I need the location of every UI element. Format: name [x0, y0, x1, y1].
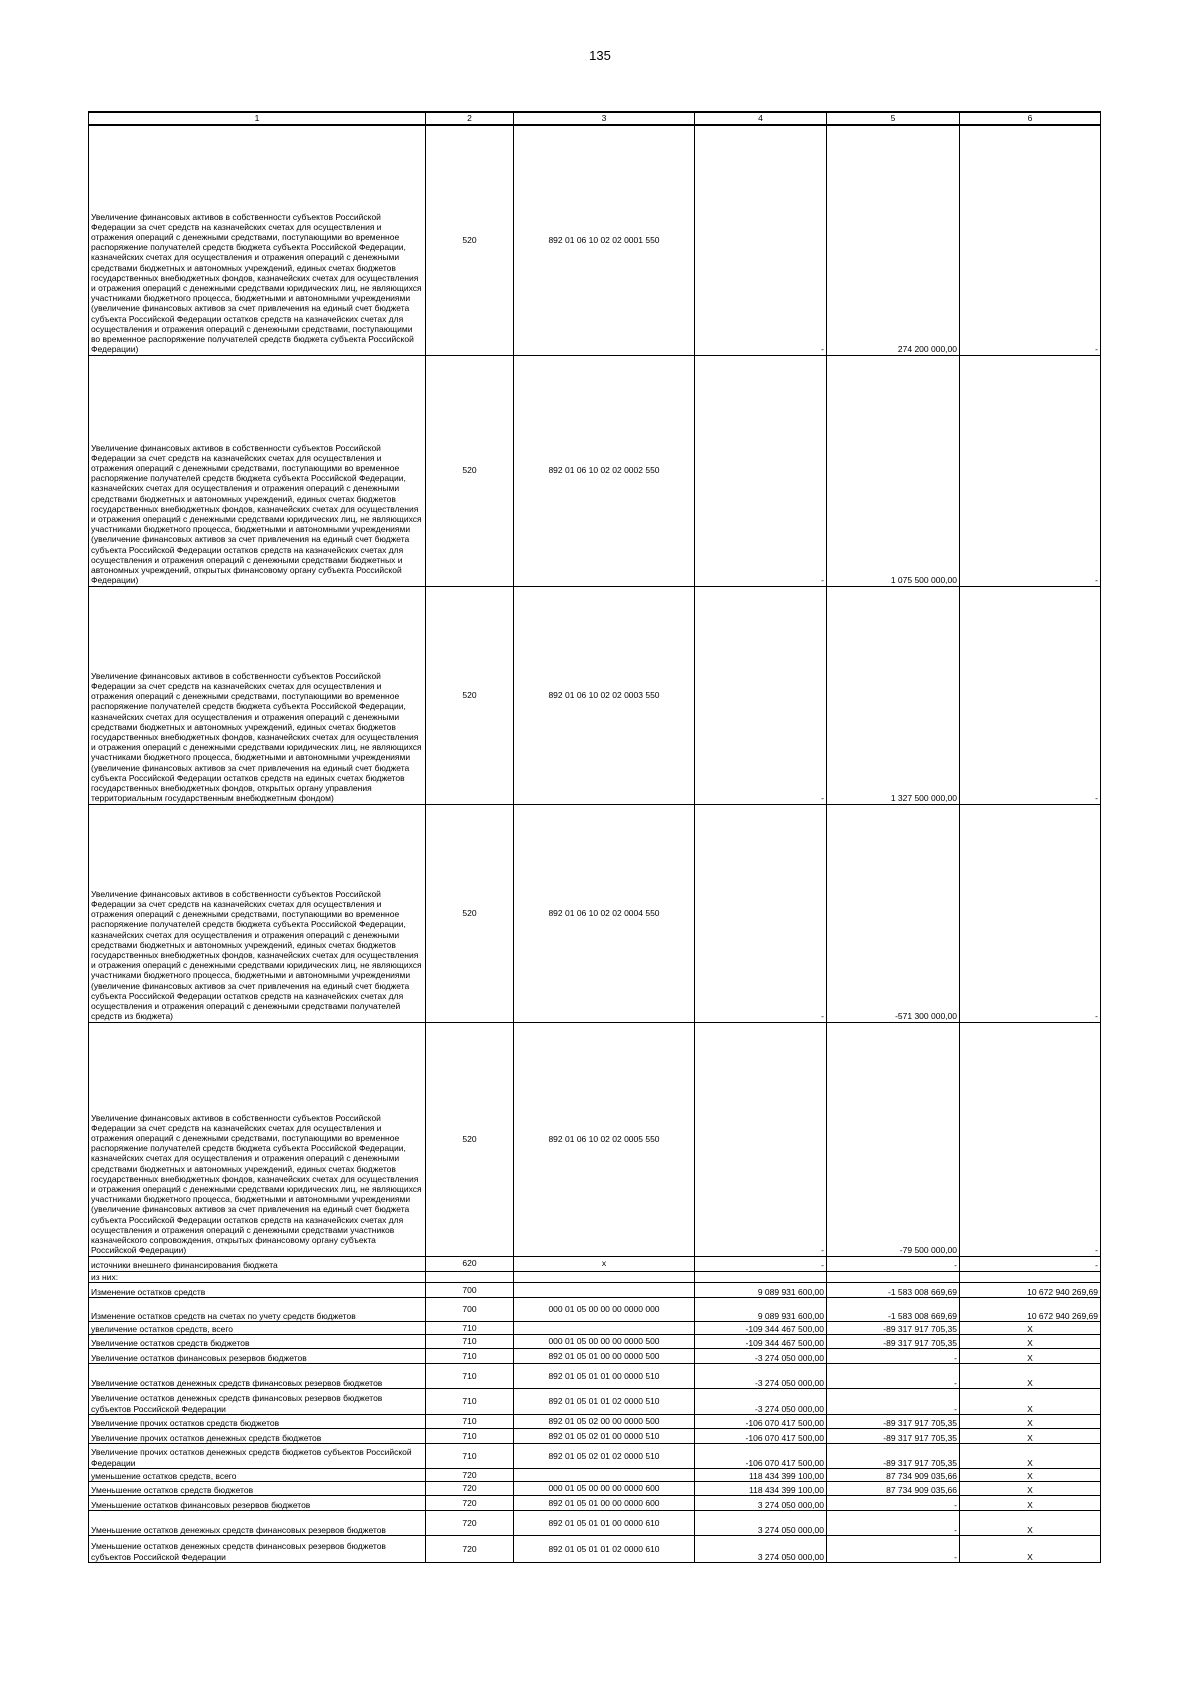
row-value-unexecuted: X — [960, 1510, 1101, 1535]
row-name: Уменьшение остатков денежных средств финансовых резервов бюджетов субъектов Российской Федерации — [89, 1535, 426, 1562]
table-row — [89, 1481, 1101, 1495]
row-name: уменьшение остатков средств, всего — [89, 1468, 426, 1481]
row-line-code: 720 — [426, 1468, 514, 1481]
row-value-approved: - — [695, 125, 827, 355]
row-value-unexecuted: X — [960, 1414, 1101, 1428]
budget-table — [88, 111, 1101, 1563]
row-value-unexecuted: X — [960, 1334, 1101, 1348]
row-value-executed: - — [827, 1363, 960, 1388]
row-value-executed: 274 200 000,00 — [827, 125, 960, 355]
row-budget-code: 892 01 06 10 02 02 0004 550 — [514, 804, 695, 1022]
row-value-approved: - — [695, 586, 827, 804]
row-value-executed: 87 734 909 035,66 — [827, 1468, 960, 1481]
page-number: 135 — [589, 48, 611, 63]
row-budget-code: 892 01 05 01 01 00 0000 610 — [514, 1510, 695, 1535]
row-value-executed: 1 075 500 000,00 — [827, 355, 960, 586]
row-value-unexecuted: - — [960, 355, 1101, 586]
row-line-code: 710 — [426, 1428, 514, 1443]
row-budget-code — [514, 1321, 695, 1334]
row-name: Изменение остатков средств — [89, 1282, 426, 1297]
row-line-code: 620 — [426, 1256, 514, 1271]
row-budget-code: 892 01 05 01 00 00 0000 500 — [514, 1348, 695, 1363]
row-budget-code: 892 01 05 01 01 02 0000 610 — [514, 1535, 695, 1562]
row-value-approved: - — [695, 1256, 827, 1271]
row-line-code: 710 — [426, 1414, 514, 1428]
row-value-executed: -1 583 008 669,69 — [827, 1282, 960, 1297]
row-value-executed: 1 327 500 000,00 — [827, 586, 960, 804]
row-name: Увеличение финансовых активов в собственности субъектов Российской Федерации за счет средств на казначейских счетах для осуществления и отражения операций с денежными средствами, поступающими во временное распоряжение получателей средств бюджета субъекта Российской Федерации, казначейских счетах для осуществления и отражения операций с денежными средствами бюджетных и автономных учреждений, единых счетах бюджетов государственных внебюджетных фондов, казначейских счетах для осуществления и отражения операций с денежными средствами юридических лиц, не являющихся участниками бюджетного процесса, бюджетными и автономными учреждениями (увеличение финансовых активов за счет привлечения на единый счет бюджета субъекта Российской Федерации остатков средств на единых счетах бюджетов государственных внебюджетных фондов, открытых органу управления территориальным государственным внебюджетным фондом) — [89, 586, 426, 804]
row-value-unexecuted: X — [960, 1481, 1101, 1495]
row-value-executed: 87 734 909 035,66 — [827, 1481, 960, 1495]
table-row — [89, 1256, 1101, 1271]
table-row — [89, 1414, 1101, 1428]
row-line-code: 710 — [426, 1348, 514, 1363]
row-name: Увеличение остатков средств бюджетов — [89, 1334, 426, 1348]
column-header: 5 — [827, 112, 960, 125]
row-value-executed: -89 317 917 705,35 — [827, 1321, 960, 1334]
row-value-approved: -106 070 417 500,00 — [695, 1428, 827, 1443]
row-budget-code — [514, 1468, 695, 1481]
row-name: источники внешнего финансирования бюджета — [89, 1256, 426, 1271]
table-row — [89, 1022, 1101, 1256]
table-row — [89, 1334, 1101, 1348]
row-budget-code: 892 01 06 10 02 02 0001 550 — [514, 125, 695, 355]
table-row — [89, 1282, 1101, 1297]
row-budget-code: 892 01 06 10 02 02 0002 550 — [514, 355, 695, 586]
table-row — [89, 1348, 1101, 1363]
row-line-code: 720 — [426, 1495, 514, 1510]
row-budget-code: 892 01 05 01 01 02 0000 510 — [514, 1388, 695, 1414]
row-budget-code: 892 01 05 01 01 00 0000 510 — [514, 1363, 695, 1388]
row-value-executed: - — [827, 1348, 960, 1363]
table-row — [89, 1363, 1101, 1388]
row-line-code: 710 — [426, 1443, 514, 1468]
table-row — [89, 804, 1101, 1022]
column-header: 3 — [514, 112, 695, 125]
row-value-approved: -3 274 050 000,00 — [695, 1388, 827, 1414]
row-value-unexecuted: 10 672 940 269,69 — [960, 1282, 1101, 1297]
column-header: 6 — [960, 112, 1101, 125]
table-row — [89, 1510, 1101, 1535]
row-name: Уменьшение остатков финансовых резервов бюджетов — [89, 1495, 426, 1510]
row-value-approved — [695, 1271, 827, 1282]
row-name: увеличение остатков средств, всего — [89, 1321, 426, 1334]
row-line-code: 520 — [426, 355, 514, 586]
row-name: Увеличение прочих остатков средств бюджетов — [89, 1414, 426, 1428]
column-header: 1 — [89, 112, 426, 125]
row-name: Увеличение прочих остатков денежных средств бюджетов — [89, 1428, 426, 1443]
row-value-unexecuted: 10 672 940 269,69 — [960, 1297, 1101, 1321]
table-row — [89, 1428, 1101, 1443]
table-row — [89, 1443, 1101, 1468]
row-name: Уменьшение остатков средств бюджетов — [89, 1481, 426, 1495]
row-name: Изменение остатков средств на счетах по учету средств бюджетов — [89, 1297, 426, 1321]
row-value-executed: -1 583 008 669,69 — [827, 1297, 960, 1321]
row-line-code: 520 — [426, 125, 514, 355]
row-value-approved: 3 274 050 000,00 — [695, 1495, 827, 1510]
row-value-executed: -571 300 000,00 — [827, 804, 960, 1022]
row-line-code: 520 — [426, 1022, 514, 1256]
row-line-code: 710 — [426, 1321, 514, 1334]
table-row — [89, 1468, 1101, 1481]
row-value-unexecuted: X — [960, 1535, 1101, 1562]
row-budget-code: 892 01 05 02 00 00 0000 500 — [514, 1414, 695, 1428]
row-line-code: 720 — [426, 1535, 514, 1562]
row-line-code: 710 — [426, 1363, 514, 1388]
row-value-unexecuted: - — [960, 1022, 1101, 1256]
row-value-unexecuted: X — [960, 1495, 1101, 1510]
row-value-approved: 118 434 399 100,00 — [695, 1481, 827, 1495]
row-line-code: 710 — [426, 1334, 514, 1348]
row-budget-code: x — [514, 1256, 695, 1271]
row-value-executed: -89 317 917 705,35 — [827, 1414, 960, 1428]
row-name: Увеличение прочих остатков денежных средств бюджетов субъектов Российской Федерации — [89, 1443, 426, 1468]
row-value-approved: - — [695, 355, 827, 586]
table-row — [89, 1495, 1101, 1510]
row-value-executed — [827, 1271, 960, 1282]
row-budget-code — [514, 1282, 695, 1297]
row-value-unexecuted: X — [960, 1363, 1101, 1388]
row-value-approved: -109 344 467 500,00 — [695, 1321, 827, 1334]
row-name: из них: — [89, 1271, 426, 1282]
row-value-approved: 118 434 399 100,00 — [695, 1468, 827, 1481]
row-name: Увеличение финансовых активов в собственности субъектов Российской Федерации за счет средств на казначейских счетах для осуществления и отражения операций с денежными средствами, поступающими во временное распоряжение получателей средств бюджета субъекта Российской Федерации, казначейских счетах для осуществления и отражения операций с денежными средствами бюджетных и автономных учреждений, единых счетах бюджетов государственных внебюджетных фондов, казначейских счетах для осуществления и отражения операций с денежными средствами юридических лиц, не являющихся участниками бюджетного процесса, бюджетными и автономными учреждениями (увеличение финансовых активов за счет привлечения на единый счет бюджета субъекта Российской Федерации остатков средств на казначейских счетах для осуществления и отражения операций с денежными средствами бюджетных и автономных учреждений, открытых финансовому органу субъекта Российской Федерации) — [89, 355, 426, 586]
table-row — [89, 1321, 1101, 1334]
row-value-approved: 3 274 050 000,00 — [695, 1510, 827, 1535]
row-value-unexecuted: X — [960, 1468, 1101, 1481]
row-value-unexecuted: X — [960, 1321, 1101, 1334]
table-row — [89, 586, 1101, 804]
row-value-approved: 9 089 931 600,00 — [695, 1297, 827, 1321]
row-value-unexecuted: - — [960, 1256, 1101, 1271]
row-line-code: 520 — [426, 586, 514, 804]
row-value-unexecuted — [960, 1271, 1101, 1282]
row-value-approved: - — [695, 1022, 827, 1256]
row-name: Увеличение финансовых активов в собственности субъектов Российской Федерации за счет средств на казначейских счетах для осуществления и отражения операций с денежными средствами, поступающими во временное распоряжение получателей средств бюджета субъекта Российской Федерации, казначейских счетах для осуществления и отражения операций с денежными средствами бюджетных и автономных учреждений, единых счетах бюджетов государственных внебюджетных фондов, казначейских счетах для осуществления и отражения операций с денежными средствами юридических лиц, не являющихся участниками бюджетного процесса, бюджетными и автономными учреждениями (увеличение финансовых активов за счет привлечения на единый счет бюджета субъекта Российской Федерации остатков средств на казначейских счетах для осуществления и отражения операций с денежными средствами получателей средств из бюджета) — [89, 804, 426, 1022]
row-value-approved: -3 274 050 000,00 — [695, 1363, 827, 1388]
row-value-executed: -89 317 917 705,35 — [827, 1428, 960, 1443]
table-row — [89, 1535, 1101, 1562]
row-name: Увеличение остатков денежных средств финансовых резервов бюджетов — [89, 1363, 426, 1388]
row-value-executed: -79 500 000,00 — [827, 1022, 960, 1256]
table-row — [89, 1388, 1101, 1414]
row-value-approved: -106 070 417 500,00 — [695, 1414, 827, 1428]
row-value-approved: -109 344 467 500,00 — [695, 1334, 827, 1348]
row-line-code: 700 — [426, 1297, 514, 1321]
row-value-executed: -89 317 917 705,35 — [827, 1334, 960, 1348]
row-budget-code: 892 01 06 10 02 02 0003 550 — [514, 586, 695, 804]
row-line-code: 710 — [426, 1388, 514, 1414]
row-line-code — [426, 1271, 514, 1282]
row-value-executed: - — [827, 1535, 960, 1562]
row-budget-code: 000 01 05 00 00 00 0000 000 — [514, 1297, 695, 1321]
row-name: Увеличение финансовых активов в собственности субъектов Российской Федерации за счет средств на казначейских счетах для осуществления и отражения операций с денежными средствами, поступающими во временное распоряжение получателей средств бюджета субъекта Российской Федерации, казначейских счетах для осуществления и отражения операций с денежными средствами бюджетных и автономных учреждений, единых счетах бюджетов государственных внебюджетных фондов, казначейских счетах для осуществления и отражения операций с денежными средствами юридических лиц, не являющихся участниками бюджетного процесса, бюджетными и автономными учреждениями (увеличение финансовых активов за счет привлечения на единый счет бюджета субъекта Российской Федерации остатков средств на казначейских счетах для осуществления и отражения операций с денежными средствами, поступающими во временное распоряжение получателей средств бюджета субъекта Российской Федерации) — [89, 125, 426, 355]
row-value-executed: - — [827, 1388, 960, 1414]
row-budget-code: 000 01 05 00 00 00 0000 600 — [514, 1481, 695, 1495]
column-number-row — [89, 112, 1101, 125]
row-value-unexecuted: X — [960, 1428, 1101, 1443]
row-value-approved: 9 089 931 600,00 — [695, 1282, 827, 1297]
row-budget-code: 892 01 05 02 01 02 0000 510 — [514, 1443, 695, 1468]
row-value-unexecuted: - — [960, 586, 1101, 804]
row-value-executed: - — [827, 1510, 960, 1535]
column-header: 4 — [695, 112, 827, 125]
column-header: 2 — [426, 112, 514, 125]
row-value-unexecuted: - — [960, 125, 1101, 355]
table-row — [89, 1297, 1101, 1321]
row-value-approved: 3 274 050 000,00 — [695, 1535, 827, 1562]
table-row — [89, 355, 1101, 586]
row-budget-code: 892 01 06 10 02 02 0005 550 — [514, 1022, 695, 1256]
row-budget-code: 000 01 05 00 00 00 0000 500 — [514, 1334, 695, 1348]
row-value-approved: - — [695, 804, 827, 1022]
row-line-code: 720 — [426, 1481, 514, 1495]
row-name: Увеличение остатков финансовых резервов бюджетов — [89, 1348, 426, 1363]
row-value-unexecuted: - — [960, 804, 1101, 1022]
row-line-code: 520 — [426, 804, 514, 1022]
row-value-approved: -3 274 050 000,00 — [695, 1348, 827, 1363]
row-value-executed: - — [827, 1495, 960, 1510]
row-value-unexecuted: X — [960, 1348, 1101, 1363]
row-value-unexecuted: X — [960, 1443, 1101, 1468]
row-budget-code — [514, 1271, 695, 1282]
row-value-approved: -106 070 417 500,00 — [695, 1443, 827, 1468]
table-row — [89, 125, 1101, 355]
row-budget-code: 892 01 05 01 00 00 0000 600 — [514, 1495, 695, 1510]
row-value-executed: -89 317 917 705,35 — [827, 1443, 960, 1468]
row-line-code: 720 — [426, 1510, 514, 1535]
table-row — [89, 1271, 1101, 1282]
row-name: Уменьшение остатков денежных средств финансовых резервов бюджетов — [89, 1510, 426, 1535]
row-name: Увеличение финансовых активов в собственности субъектов Российской Федерации за счет средств на казначейских счетах для осуществления и отражения операций с денежными средствами, поступающими во временное распоряжение получателей средств бюджета субъекта Российской Федерации, казначейских счетах для осуществления и отражения операций с денежными средствами бюджетных и автономных учреждений, единых счетах бюджетов государственных внебюджетных фондов, казначейских счетах для осуществления и отражения операций с денежными средствами юридических лиц, не являющихся участниками бюджетного процесса, бюджетными и автономными учреждениями (увеличение финансовых активов за счет привлечения на единый счет бюджета субъекта Российской Федерации остатков средств на казначейских счетах для осуществления и отражения операций с денежными средствами участников казначейского сопровождения, открытых финансовому органу субъекта Российской Федерации) — [89, 1022, 426, 1256]
row-name: Увеличение остатков денежных средств финансовых резервов бюджетов субъектов Российской Федерации — [89, 1388, 426, 1414]
row-value-unexecuted: X — [960, 1388, 1101, 1414]
row-line-code: 700 — [426, 1282, 514, 1297]
row-budget-code: 892 01 05 02 01 00 0000 510 — [514, 1428, 695, 1443]
row-value-executed: - — [827, 1256, 960, 1271]
